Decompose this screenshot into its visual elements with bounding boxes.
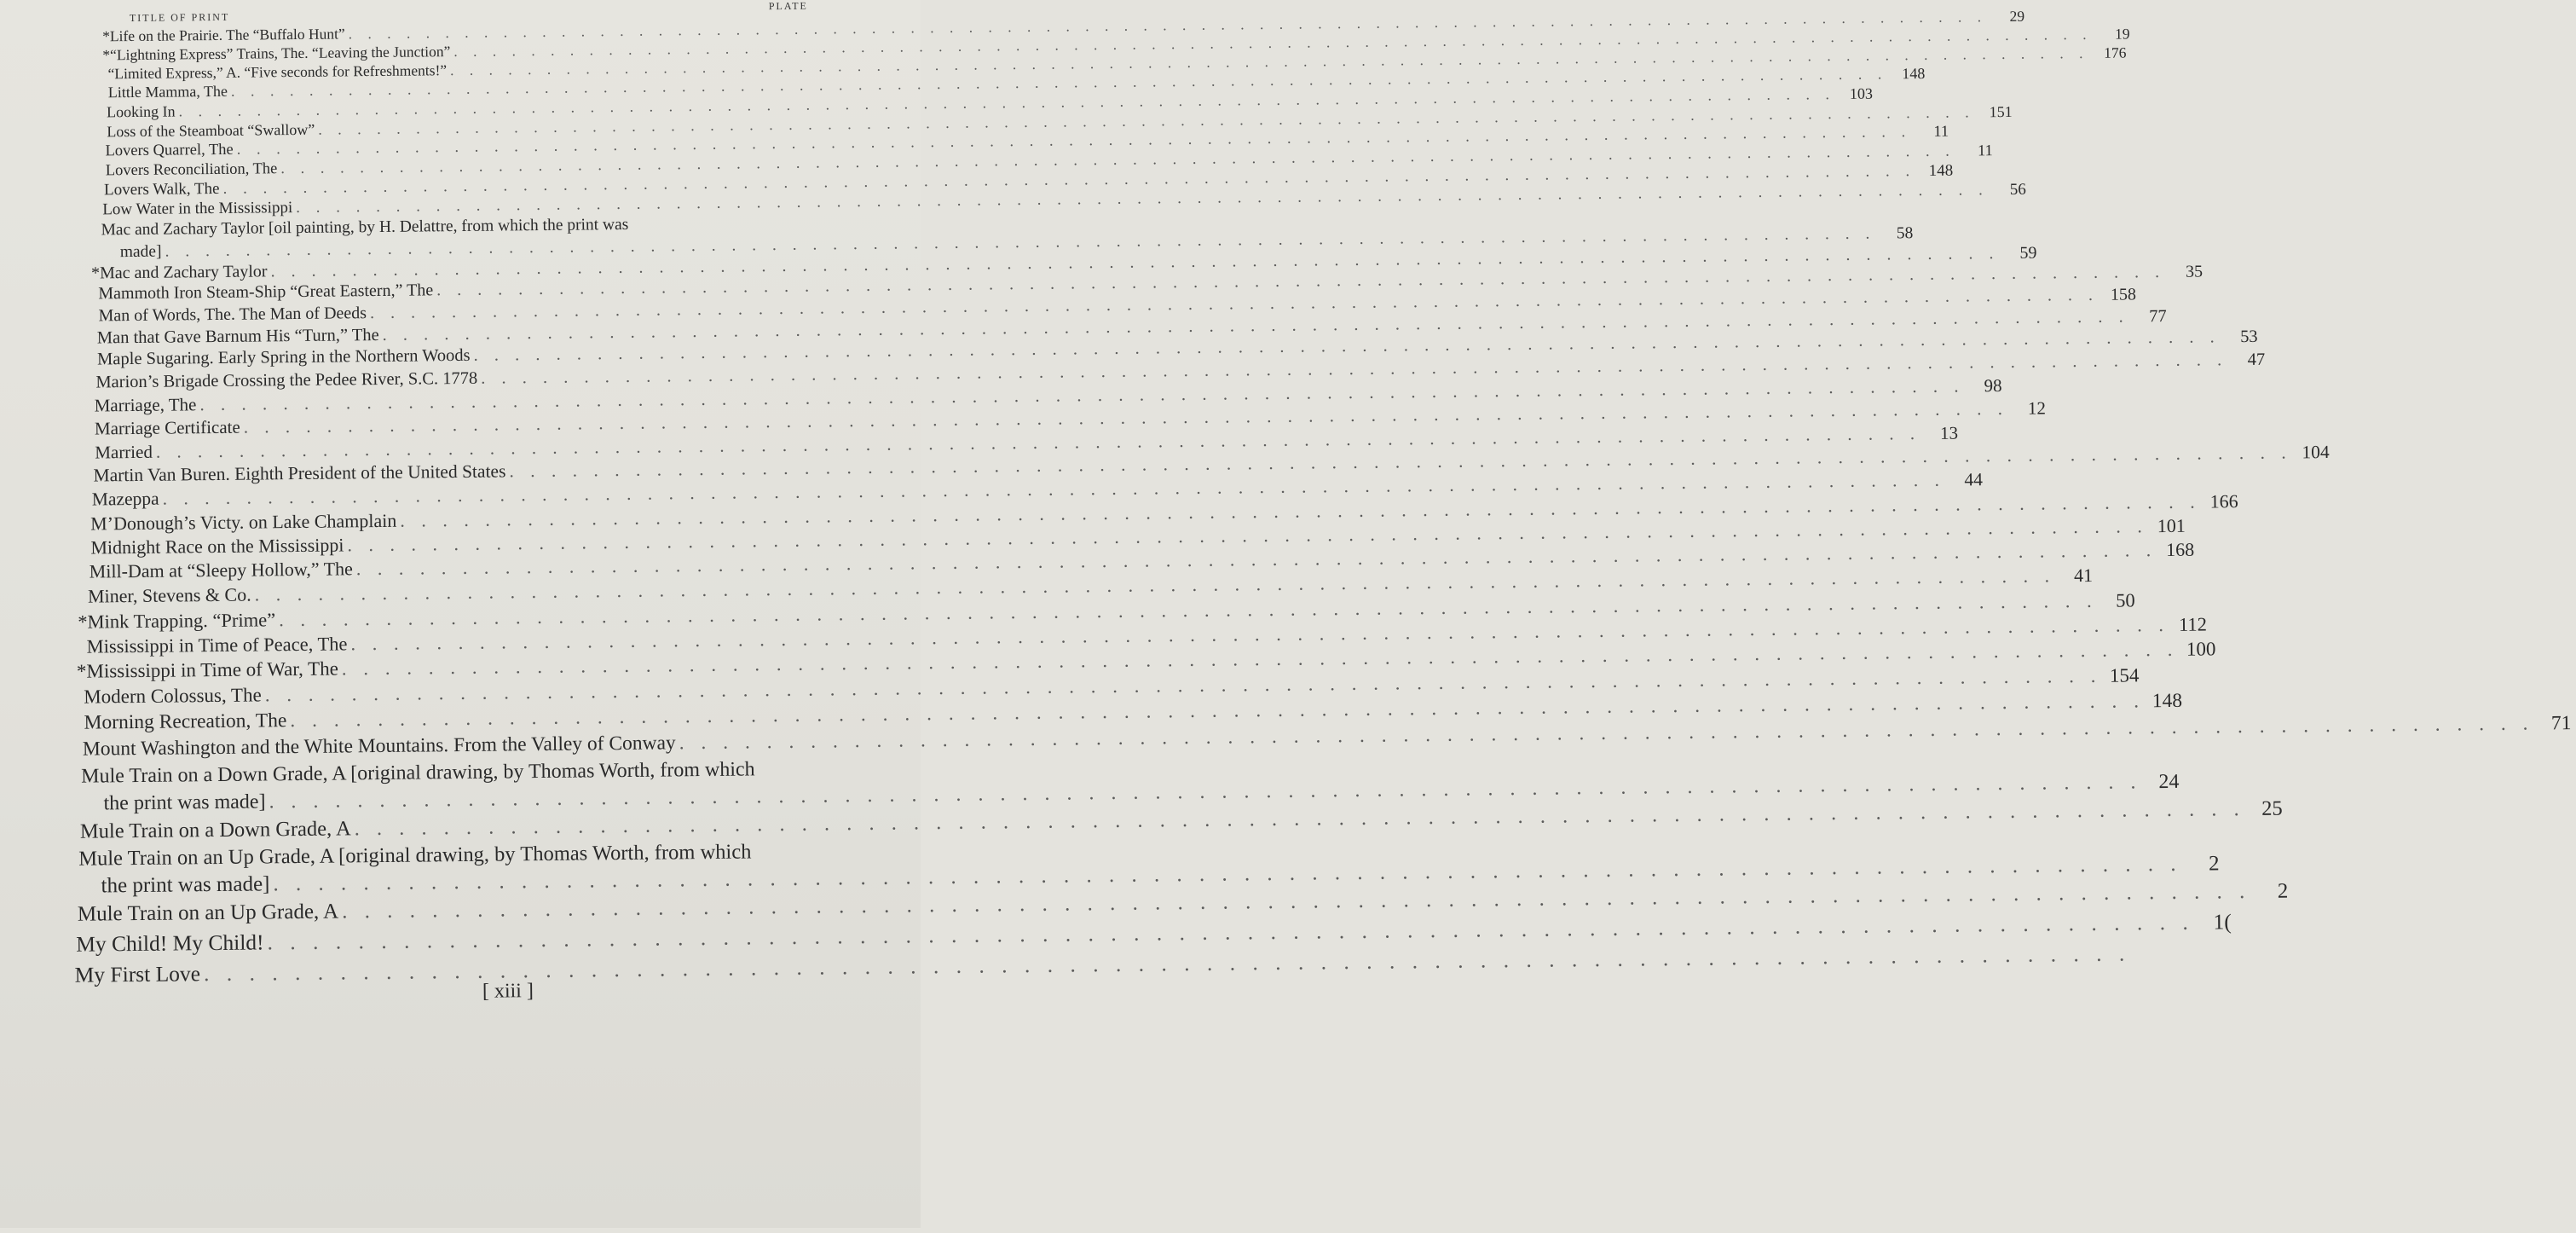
entry-title: the print was made] xyxy=(81,790,265,816)
entry-plate-number: 148 xyxy=(2148,689,2182,714)
entry-title: *Mac and Zachary Taylor xyxy=(91,261,268,283)
entry-plate-number: 11 xyxy=(1915,123,1949,142)
index-entries xyxy=(0,0,928,1233)
entry-plate-number: 12 xyxy=(2012,398,2046,420)
entry-title: My First Love xyxy=(75,961,201,988)
entry-title: Mississippi in Time of Peace, The xyxy=(86,632,347,657)
entry-plate-number: 2 xyxy=(2254,879,2288,905)
entry-plate-number: 112 xyxy=(2173,613,2207,636)
entry-title: Miner, Stevens & Co. xyxy=(88,584,251,608)
entry-title: *Mink Trapping. “Prime” xyxy=(78,608,275,633)
entry-title: My Child! My Child! xyxy=(76,929,264,958)
entry-title: Martin Van Buren. Eighth President of the United States xyxy=(93,460,505,487)
entry-title: M’Donough’s Victy. on Lake Champlain xyxy=(90,510,396,535)
entry-title: Modern Colossus, The xyxy=(84,683,262,709)
entry-plate-number: 148 xyxy=(1891,65,1925,84)
plate-column-header: PLATE xyxy=(769,0,808,13)
entry-title: Mazeppa xyxy=(92,489,159,512)
entry-title: Lovers Walk, The xyxy=(104,180,220,200)
entry-plate-number: 151 xyxy=(1978,103,2013,122)
entry-title: Midnight Race on the Mississippi xyxy=(90,534,344,559)
entry-title: Mac and Zachary Taylor [oil painting, by H. Delattre, from which the print was xyxy=(101,215,628,240)
entry-title: Morning Recreation, The xyxy=(84,709,286,735)
entry-title: Man of Words, The. The Man of Deeds xyxy=(98,303,367,326)
entry-title: Mule Train on an Up Grade, A [original drawing, by Thomas Worth, from which xyxy=(78,839,751,871)
entry-plate-number: 41 xyxy=(2059,564,2093,588)
entry-plate-number: 148 xyxy=(1919,162,1953,182)
entry-plate-number: 98 xyxy=(1967,375,2001,397)
entry-title: Mill-Dam at “Sleepy Hollow,” The xyxy=(90,558,353,583)
entry-plate-number: 77 xyxy=(2133,306,2167,327)
entry-plate-number: 166 xyxy=(2204,490,2238,513)
entry-plate-number: 103 xyxy=(1839,85,1873,104)
entry-title: Maple Sugaring. Early Spring in the Northern Woods xyxy=(97,345,471,370)
entry-title: Marriage, The xyxy=(95,394,197,416)
entry-plate-number: 101 xyxy=(2151,515,2186,538)
entry-title: Lovers Reconciliation, The xyxy=(106,159,278,180)
entry-title: Mule Train on an Up Grade, A xyxy=(78,900,339,928)
title-column-header: TITLE OF PRINT xyxy=(130,11,229,25)
entry-plate-number: 11 xyxy=(1959,142,1993,161)
entry-plate-number: 158 xyxy=(2102,284,2136,304)
entry-title: “Limited Express,” A. “Five seconds for Refreshments!” xyxy=(107,61,447,83)
entry-plate-number: 104 xyxy=(2296,442,2330,464)
entry-title: *Mississippi in Time of War, The xyxy=(77,657,338,684)
entry-plate-number: 100 xyxy=(2181,637,2215,661)
entry-plate-number: 13 xyxy=(1924,423,1958,445)
entry-plate-number: 50 xyxy=(2101,588,2135,611)
entry-plate-number: 59 xyxy=(2002,243,2036,263)
entry-title: Little Mamma, The xyxy=(108,83,228,102)
entry-plate-number: 1( xyxy=(2198,909,2232,935)
entry-plate-number: 154 xyxy=(2105,663,2139,687)
entry-title: Marion’s Brigade Crossing the Pedee River, S.C. 1778 xyxy=(95,368,477,393)
book-page xyxy=(0,0,921,1228)
entry-plate-number: 35 xyxy=(2169,262,2203,282)
entry-plate-number: 71 xyxy=(2537,711,2571,736)
entry-plate-number: 53 xyxy=(2224,327,2258,348)
entry-plate-number: 44 xyxy=(1949,469,1983,491)
entry-title: the print was made] xyxy=(78,871,269,899)
entry-title: *Life on the Prairie. The “Buffalo Hunt” xyxy=(102,25,345,45)
index-entry xyxy=(76,923,925,958)
entry-title: Marriage Certificate xyxy=(95,417,240,440)
entry-title: Mount Washington and the White Mountains. From the Valley of Conway xyxy=(83,731,676,761)
entry-title: Lovers Quarrel, The xyxy=(105,141,233,161)
entry-title: Loss of the Steamboat “Swallow” xyxy=(107,121,315,142)
entry-plate-number: 56 xyxy=(1992,181,2026,200)
entry-plate-number: 168 xyxy=(2160,539,2194,562)
entry-plate-number: 2 xyxy=(2185,851,2219,877)
entry-title: Mule Train on a Down Grade, A [original drawing, by Thomas Worth, from which xyxy=(81,757,755,789)
entry-title: Man that Gave Barnum His “Turn,” The xyxy=(97,325,379,349)
entry-title: Low Water in the Mississippi xyxy=(102,199,292,220)
entry-plate-number: 29 xyxy=(1990,8,2024,26)
entry-plate-number: 58 xyxy=(1879,223,1913,244)
index-entry xyxy=(78,893,925,927)
entry-title: *“Lightning Express” Trains, The. “Leaving the Junction” xyxy=(102,43,450,64)
index-sheet xyxy=(0,0,928,1233)
entry-title: Mammoth Iron Steam-Ship “Great Eastern,” The xyxy=(98,280,433,304)
entry-plate-number: 176 xyxy=(2092,44,2126,62)
entry-plate-number: 24 xyxy=(2145,770,2179,795)
entry-plate-number: 25 xyxy=(2249,796,2283,822)
entry-title: Mule Train on a Down Grade, A xyxy=(80,816,351,844)
entry-title: made] xyxy=(101,242,162,263)
entry-plate-number: 47 xyxy=(2231,350,2265,371)
page-number: [ xiii ] xyxy=(482,980,534,1004)
entry-title: Looking In xyxy=(107,102,176,121)
entry-plate-number: 19 xyxy=(2095,25,2129,43)
entry-title: Married xyxy=(95,442,153,464)
